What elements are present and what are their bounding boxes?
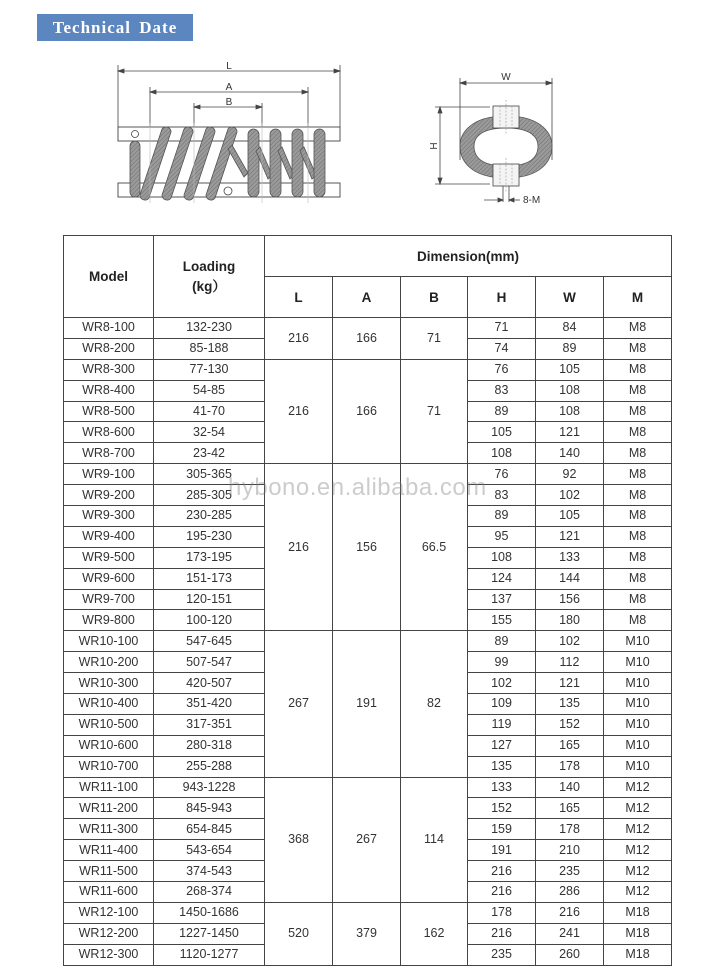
cell-H: 76 bbox=[468, 359, 536, 380]
cell-W: 140 bbox=[536, 777, 604, 798]
cell-W: 89 bbox=[536, 338, 604, 359]
cell-M: M8 bbox=[604, 526, 672, 547]
cell-model: WR8-700 bbox=[64, 443, 154, 464]
isolator-front-view-drawing bbox=[110, 55, 350, 215]
cell-M: M10 bbox=[604, 735, 672, 756]
cell-loading: 543-654 bbox=[154, 840, 265, 861]
cell-W: 121 bbox=[536, 422, 604, 443]
cell-loading: 32-54 bbox=[154, 422, 265, 443]
cell-H: 109 bbox=[468, 694, 536, 715]
header-L: L bbox=[265, 277, 333, 318]
cell-H: 216 bbox=[468, 882, 536, 903]
cell-W: 84 bbox=[536, 318, 604, 339]
cell-M: M8 bbox=[604, 547, 672, 568]
cell-loading: 351-420 bbox=[154, 694, 265, 715]
cell-model: WR9-100 bbox=[64, 464, 154, 485]
cell-H: 89 bbox=[468, 506, 536, 527]
cell-M: M8 bbox=[604, 506, 672, 527]
cell-model: WR11-300 bbox=[64, 819, 154, 840]
cell-W: 178 bbox=[536, 756, 604, 777]
header-H: H bbox=[468, 277, 536, 318]
cell-H: 137 bbox=[468, 589, 536, 610]
table-row bbox=[64, 359, 672, 380]
cell-model: WR8-300 bbox=[64, 359, 154, 380]
cell-loading: 1450-1686 bbox=[154, 902, 265, 923]
cell-H: 83 bbox=[468, 380, 536, 401]
bolt-hole-icon bbox=[224, 187, 232, 195]
cell-H: 124 bbox=[468, 568, 536, 589]
cell-B: 66.5 bbox=[401, 464, 468, 631]
cell-L: 368 bbox=[265, 777, 333, 902]
cell-model: WR11-600 bbox=[64, 882, 154, 903]
cell-W: 241 bbox=[536, 923, 604, 944]
cell-M: M8 bbox=[604, 443, 672, 464]
header-B: B bbox=[401, 277, 468, 318]
cell-model: WR9-800 bbox=[64, 610, 154, 631]
dimension-label-W: W bbox=[501, 72, 511, 83]
cell-loading: 151-173 bbox=[154, 568, 265, 589]
cell-H: 108 bbox=[468, 443, 536, 464]
cell-loading: 1227-1450 bbox=[154, 923, 265, 944]
isolator-side-view-drawing bbox=[420, 60, 580, 210]
cell-M: M8 bbox=[604, 338, 672, 359]
cell-M: M8 bbox=[604, 568, 672, 589]
cell-M: M12 bbox=[604, 819, 672, 840]
table-row bbox=[64, 777, 672, 798]
cell-W: 108 bbox=[536, 380, 604, 401]
cell-H: 127 bbox=[468, 735, 536, 756]
cell-loading: 132-230 bbox=[154, 318, 265, 339]
cell-model: WR10-500 bbox=[64, 714, 154, 735]
cell-model: WR9-600 bbox=[64, 568, 154, 589]
cell-H: 108 bbox=[468, 547, 536, 568]
cell-loading: 173-195 bbox=[154, 547, 265, 568]
cell-A: 379 bbox=[333, 902, 401, 965]
cell-loading: 120-151 bbox=[154, 589, 265, 610]
table-body bbox=[64, 318, 672, 966]
cell-model: WR12-100 bbox=[64, 902, 154, 923]
cell-W: 144 bbox=[536, 568, 604, 589]
dimension-label-M: 8-M bbox=[523, 195, 541, 206]
cell-H: 89 bbox=[468, 401, 536, 422]
cell-model: WR10-600 bbox=[64, 735, 154, 756]
header-A: A bbox=[333, 277, 401, 318]
table-row bbox=[64, 631, 672, 652]
cell-H: 191 bbox=[468, 840, 536, 861]
cell-model: WR9-200 bbox=[64, 485, 154, 506]
watermark: hybono.en.alibaba.com bbox=[228, 474, 487, 501]
cell-H: 74 bbox=[468, 338, 536, 359]
cell-model: WR9-700 bbox=[64, 589, 154, 610]
header-M: M bbox=[604, 277, 672, 318]
cell-B: 162 bbox=[401, 902, 468, 965]
cell-model: WR8-600 bbox=[64, 422, 154, 443]
cell-H: 76 bbox=[468, 464, 536, 485]
cell-model: WR10-300 bbox=[64, 673, 154, 694]
dimension-label-H: H bbox=[429, 142, 440, 150]
cell-model: WR11-500 bbox=[64, 861, 154, 882]
dimension-label-B: B bbox=[225, 97, 233, 108]
cell-W: 102 bbox=[536, 485, 604, 506]
cell-model: WR8-400 bbox=[64, 380, 154, 401]
cell-H: 159 bbox=[468, 819, 536, 840]
cell-W: 260 bbox=[536, 944, 604, 965]
cell-M: M8 bbox=[604, 464, 672, 485]
cell-loading: 547-645 bbox=[154, 631, 265, 652]
cell-W: 235 bbox=[536, 861, 604, 882]
cell-M: M8 bbox=[604, 589, 672, 610]
cell-loading: 85-188 bbox=[154, 338, 265, 359]
cell-W: 102 bbox=[536, 631, 604, 652]
cell-model: WR12-200 bbox=[64, 923, 154, 944]
cell-loading: 230-285 bbox=[154, 506, 265, 527]
cell-A: 166 bbox=[333, 318, 401, 360]
cell-loading: 255-288 bbox=[154, 756, 265, 777]
dimension-line-A bbox=[150, 87, 308, 131]
cell-H: 105 bbox=[468, 422, 536, 443]
cell-model: WR10-200 bbox=[64, 652, 154, 673]
cell-W: 112 bbox=[536, 652, 604, 673]
header-loading-line1: Loading bbox=[182, 258, 236, 274]
cell-model: WR9-300 bbox=[64, 506, 154, 527]
cell-M: M10 bbox=[604, 652, 672, 673]
cell-M: M12 bbox=[604, 861, 672, 882]
cell-W: 180 bbox=[536, 610, 604, 631]
cell-loading: 195-230 bbox=[154, 526, 265, 547]
cell-W: 156 bbox=[536, 589, 604, 610]
cell-M: M10 bbox=[604, 631, 672, 652]
cell-W: 152 bbox=[536, 714, 604, 735]
cell-model: WR10-100 bbox=[64, 631, 154, 652]
cell-W: 108 bbox=[536, 401, 604, 422]
cell-L: 216 bbox=[265, 359, 333, 463]
cell-loading: 317-351 bbox=[154, 714, 265, 735]
cell-H: 155 bbox=[468, 610, 536, 631]
dimension-line-L bbox=[118, 65, 340, 127]
cell-B: 71 bbox=[401, 318, 468, 360]
cell-H: 89 bbox=[468, 631, 536, 652]
cell-model: WR12-300 bbox=[64, 944, 154, 965]
cell-loading: 54-85 bbox=[154, 380, 265, 401]
cell-model: WR11-400 bbox=[64, 840, 154, 861]
cell-H: 83 bbox=[468, 485, 536, 506]
cell-loading: 845-943 bbox=[154, 798, 265, 819]
cell-L: 216 bbox=[265, 318, 333, 360]
cell-W: 165 bbox=[536, 735, 604, 756]
cell-H: 216 bbox=[468, 923, 536, 944]
cell-model: WR10-700 bbox=[64, 756, 154, 777]
cell-W: 133 bbox=[536, 547, 604, 568]
cell-M: M12 bbox=[604, 798, 672, 819]
cell-M: M18 bbox=[604, 944, 672, 965]
cell-loading: 420-507 bbox=[154, 673, 265, 694]
cell-model: WR8-200 bbox=[64, 338, 154, 359]
cell-M: M8 bbox=[604, 422, 672, 443]
cell-W: 135 bbox=[536, 694, 604, 715]
cell-W: 105 bbox=[536, 506, 604, 527]
cell-loading: 507-547 bbox=[154, 652, 265, 673]
cell-H: 71 bbox=[468, 318, 536, 339]
cell-H: 133 bbox=[468, 777, 536, 798]
cell-W: 165 bbox=[536, 798, 604, 819]
section-title-banner: Technical Date bbox=[37, 14, 193, 41]
technical-spec-table bbox=[63, 235, 672, 966]
cell-L: 520 bbox=[265, 902, 333, 965]
header-loading-line2: (kg） bbox=[192, 278, 226, 294]
cell-M: M8 bbox=[604, 485, 672, 506]
cell-B: 114 bbox=[401, 777, 468, 902]
cell-loading: 654-845 bbox=[154, 819, 265, 840]
cell-H: 99 bbox=[468, 652, 536, 673]
cell-M: M8 bbox=[604, 401, 672, 422]
cell-loading: 77-130 bbox=[154, 359, 265, 380]
cell-L: 216 bbox=[265, 464, 333, 631]
cell-M: M12 bbox=[604, 882, 672, 903]
cell-loading: 280-318 bbox=[154, 735, 265, 756]
cell-loading: 305-365 bbox=[154, 464, 265, 485]
cell-M: M10 bbox=[604, 714, 672, 735]
cell-H: 119 bbox=[468, 714, 536, 735]
cell-W: 210 bbox=[536, 840, 604, 861]
cell-M: M18 bbox=[604, 923, 672, 944]
cell-model: WR9-400 bbox=[64, 526, 154, 547]
cell-loading: 100-120 bbox=[154, 610, 265, 631]
cell-model: WR9-500 bbox=[64, 547, 154, 568]
cell-H: 178 bbox=[468, 902, 536, 923]
table-row bbox=[64, 902, 672, 923]
cell-M: M8 bbox=[604, 318, 672, 339]
cell-M: M10 bbox=[604, 694, 672, 715]
cell-B: 71 bbox=[401, 359, 468, 463]
cell-M: M12 bbox=[604, 777, 672, 798]
cell-W: 121 bbox=[536, 673, 604, 694]
header-dimension: Dimension(mm) bbox=[265, 236, 672, 277]
cell-M: M8 bbox=[604, 380, 672, 401]
cell-loading: 943-1228 bbox=[154, 777, 265, 798]
cell-loading: 374-543 bbox=[154, 861, 265, 882]
cell-B: 82 bbox=[401, 631, 468, 777]
cell-M: M18 bbox=[604, 902, 672, 923]
cell-loading: 285-305 bbox=[154, 485, 265, 506]
cell-W: 178 bbox=[536, 819, 604, 840]
cell-M: M10 bbox=[604, 673, 672, 694]
cell-H: 102 bbox=[468, 673, 536, 694]
cell-A: 156 bbox=[333, 464, 401, 631]
cell-M: M8 bbox=[604, 359, 672, 380]
cell-H: 95 bbox=[468, 526, 536, 547]
cell-A: 267 bbox=[333, 777, 401, 902]
cell-W: 121 bbox=[536, 526, 604, 547]
cell-H: 152 bbox=[468, 798, 536, 819]
table-row bbox=[64, 318, 672, 339]
cell-model: WR11-200 bbox=[64, 798, 154, 819]
table-row bbox=[64, 464, 672, 485]
cell-M: M10 bbox=[604, 756, 672, 777]
cell-W: 286 bbox=[536, 882, 604, 903]
cell-M: M8 bbox=[604, 610, 672, 631]
cell-W: 105 bbox=[536, 359, 604, 380]
cell-model: WR8-500 bbox=[64, 401, 154, 422]
header-loading bbox=[154, 236, 265, 318]
dimension-label-L: L bbox=[226, 61, 232, 72]
cell-W: 92 bbox=[536, 464, 604, 485]
cell-A: 191 bbox=[333, 631, 401, 777]
cell-model: WR11-100 bbox=[64, 777, 154, 798]
cell-L: 267 bbox=[265, 631, 333, 777]
cell-model: WR8-100 bbox=[64, 318, 154, 339]
bolt-hole-icon bbox=[132, 131, 139, 138]
cell-loading: 41-70 bbox=[154, 401, 265, 422]
cell-H: 135 bbox=[468, 756, 536, 777]
cell-loading: 23-42 bbox=[154, 443, 265, 464]
header-model: Model bbox=[64, 236, 154, 318]
cell-W: 140 bbox=[536, 443, 604, 464]
cell-loading: 1120-1277 bbox=[154, 944, 265, 965]
cell-W: 216 bbox=[536, 902, 604, 923]
cell-H: 216 bbox=[468, 861, 536, 882]
dimension-line-M bbox=[484, 186, 520, 202]
cell-A: 166 bbox=[333, 359, 401, 463]
header-W: W bbox=[536, 277, 604, 318]
cell-M: M12 bbox=[604, 840, 672, 861]
cell-model: WR10-400 bbox=[64, 694, 154, 715]
dimension-label-A: A bbox=[225, 82, 233, 93]
cell-loading: 268-374 bbox=[154, 882, 265, 903]
cell-H: 235 bbox=[468, 944, 536, 965]
